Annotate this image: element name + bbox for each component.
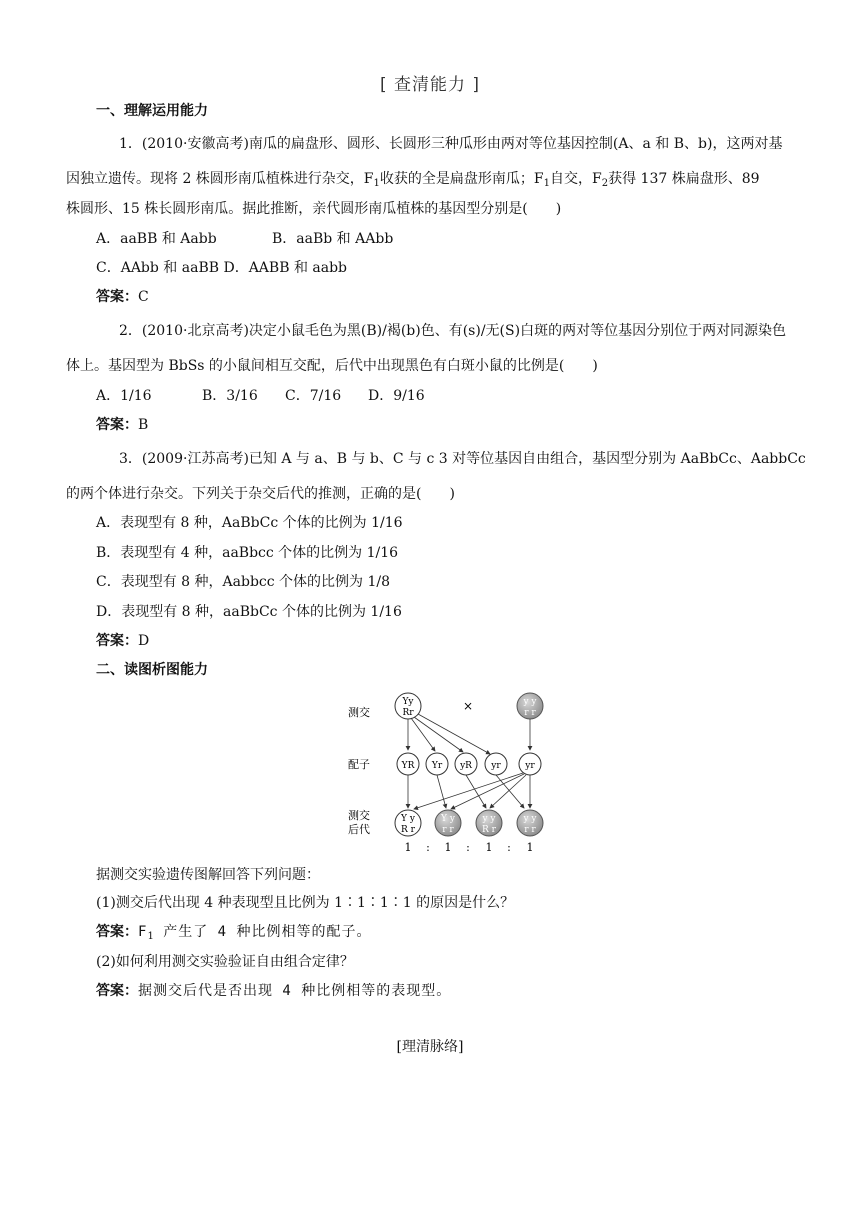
svg-text:Y y: Y y: [401, 814, 415, 824]
svg-text:Yy: Yy: [402, 697, 414, 707]
part2-a1: 答案：$F_1$ 产生了 4 种比例相等的配子。: [96, 924, 372, 942]
svg-text:Yr: Yr: [431, 761, 443, 771]
q2-option-a: A．1/16: [96, 388, 152, 404]
svg-text:1: 1: [444, 841, 452, 854]
svg-text:1: 1: [485, 841, 493, 854]
parent-to-gamete-arrows: [408, 714, 530, 754]
q1-line3: 株圆形、15 株长圆形南瓜。据此推断，亲代圆形南瓜植株的基因型分别是( ): [66, 201, 562, 217]
q2-option-b: B．3/16: [202, 388, 258, 404]
cross-symbol: ×: [462, 699, 474, 713]
q1-option-cd: C．AAbb 和 aaBB D．AABB 和 aabb: [96, 260, 348, 276]
q3-option-c: C．表现型有 8 种，Aabbcc 个体的比例为 1/8: [96, 574, 391, 590]
svg-text:r r: r r: [524, 708, 536, 718]
offspring-ratio: [405, 841, 534, 854]
svg-text:Y y: Y y: [441, 814, 455, 824]
part2-a2: 答案：据测交后代是否出现 4 种比例相等的表现型。: [96, 983, 452, 999]
row-label-cross: 测交: [348, 706, 370, 719]
part2-q2: (2)如何利用测交实验验证自由组合定律？: [96, 954, 354, 970]
q2-option-c: C．7/16: [285, 388, 342, 404]
row-label-offspring-1: 测交: [348, 809, 370, 822]
row-label-offspring-2: 后代: [348, 823, 370, 836]
q3-answer: 答案：D: [96, 633, 150, 649]
svg-text:y y: y y: [523, 697, 537, 707]
svg-text:y y: y y: [482, 814, 496, 824]
q2-line1: 2．(2010·北京高考)决定小鼠毛色为黑(B)/褐(b)色、有(s)/无(S)白斑的两对等位基因分别位于两对同源染色: [119, 323, 787, 339]
q2-line2: 体上。基因型为 BbSs 的小鼠间相互交配，后代中出现黑色有白斑小鼠的比例是( ): [66, 358, 598, 374]
svg-text::: :: [466, 841, 470, 854]
q3-option-b: B．表现型有 4 种，aaBbcc 个体的比例为 1/16: [96, 545, 399, 561]
svg-text::: :: [426, 841, 430, 854]
section-title: [ 查清能力 ]: [379, 75, 481, 95]
svg-text:R r: R r: [482, 825, 496, 835]
part2-q1: (1)测交后代出现 4 种表现型且比例为 1∶1∶1∶1 的原因是什么？: [96, 895, 515, 911]
part2-heading: 二、读图析图能力: [96, 662, 208, 678]
svg-text:Rr: Rr: [402, 708, 414, 718]
footer-heading: [理清脉络]: [396, 1039, 464, 1055]
svg-text:y y: y y: [523, 814, 537, 824]
svg-text:r r: r r: [442, 825, 454, 835]
testcross-diagram: [340, 688, 560, 856]
svg-text:YR: YR: [401, 761, 415, 771]
row-label-gametes: 配子: [348, 758, 370, 771]
q3-line1: 3．(2009·江苏高考)已知 A 与 a、B 与 b、C 与 c 3 对等位基因自由组合，基因型分别为 AaBbCc、AabbCc: [119, 451, 806, 467]
svg-text:1: 1: [526, 841, 534, 854]
q1-option-b: B．aaBb 和 AAbb: [272, 231, 394, 247]
q3-option-a: A．表现型有 8 种，AaBbCc 个体的比例为 1/16: [96, 515, 403, 531]
parent-yyrr-recessive: [517, 693, 543, 719]
offspring-row: [395, 810, 543, 836]
svg-text:R r: R r: [401, 825, 415, 835]
q1-answer: 答案：C: [96, 289, 149, 305]
gamete-to-offspring-arrows: [408, 773, 530, 809]
q1-option-a: A．aaBB 和 Aabb: [96, 231, 217, 247]
q3-option-d: D．表现型有 8 种，aaBbCc 个体的比例为 1/16: [96, 604, 402, 620]
part2-intro: 据测交实验遗传图解回答下列问题：: [96, 867, 320, 883]
svg-text:yR: yR: [460, 761, 472, 771]
svg-text:r r: r r: [524, 825, 536, 835]
q2-answer: 答案：B: [96, 417, 149, 433]
gamete-row: [397, 753, 541, 775]
svg-text:yr: yr: [525, 761, 535, 771]
part1-heading: 一、理解运用能力: [96, 103, 208, 119]
q1-line1: 1．(2010·安徽高考)南瓜的扁盘形、圆形、长圆形三种瓜形由两对等位基因控制(A、a 和 B、b)，这两对基: [119, 136, 783, 152]
q2-option-d: D．9/16: [368, 388, 425, 404]
q3-line2: 的两个体进行杂交。下列关于杂交后代的推测，正确的是( ): [66, 486, 455, 502]
parent-yyrr-hetero: [395, 693, 421, 719]
svg-text:1: 1: [404, 841, 412, 854]
svg-text::: :: [507, 841, 511, 854]
svg-text:yr: yr: [491, 761, 501, 771]
q1-line2: 因独立遗传。现将 2 株圆形南瓜植株进行杂交，$F_1$收获的全是扁盘形南瓜；$F_1$自交，$F_2$获得 137 株扁盘形、89: [66, 171, 760, 189]
